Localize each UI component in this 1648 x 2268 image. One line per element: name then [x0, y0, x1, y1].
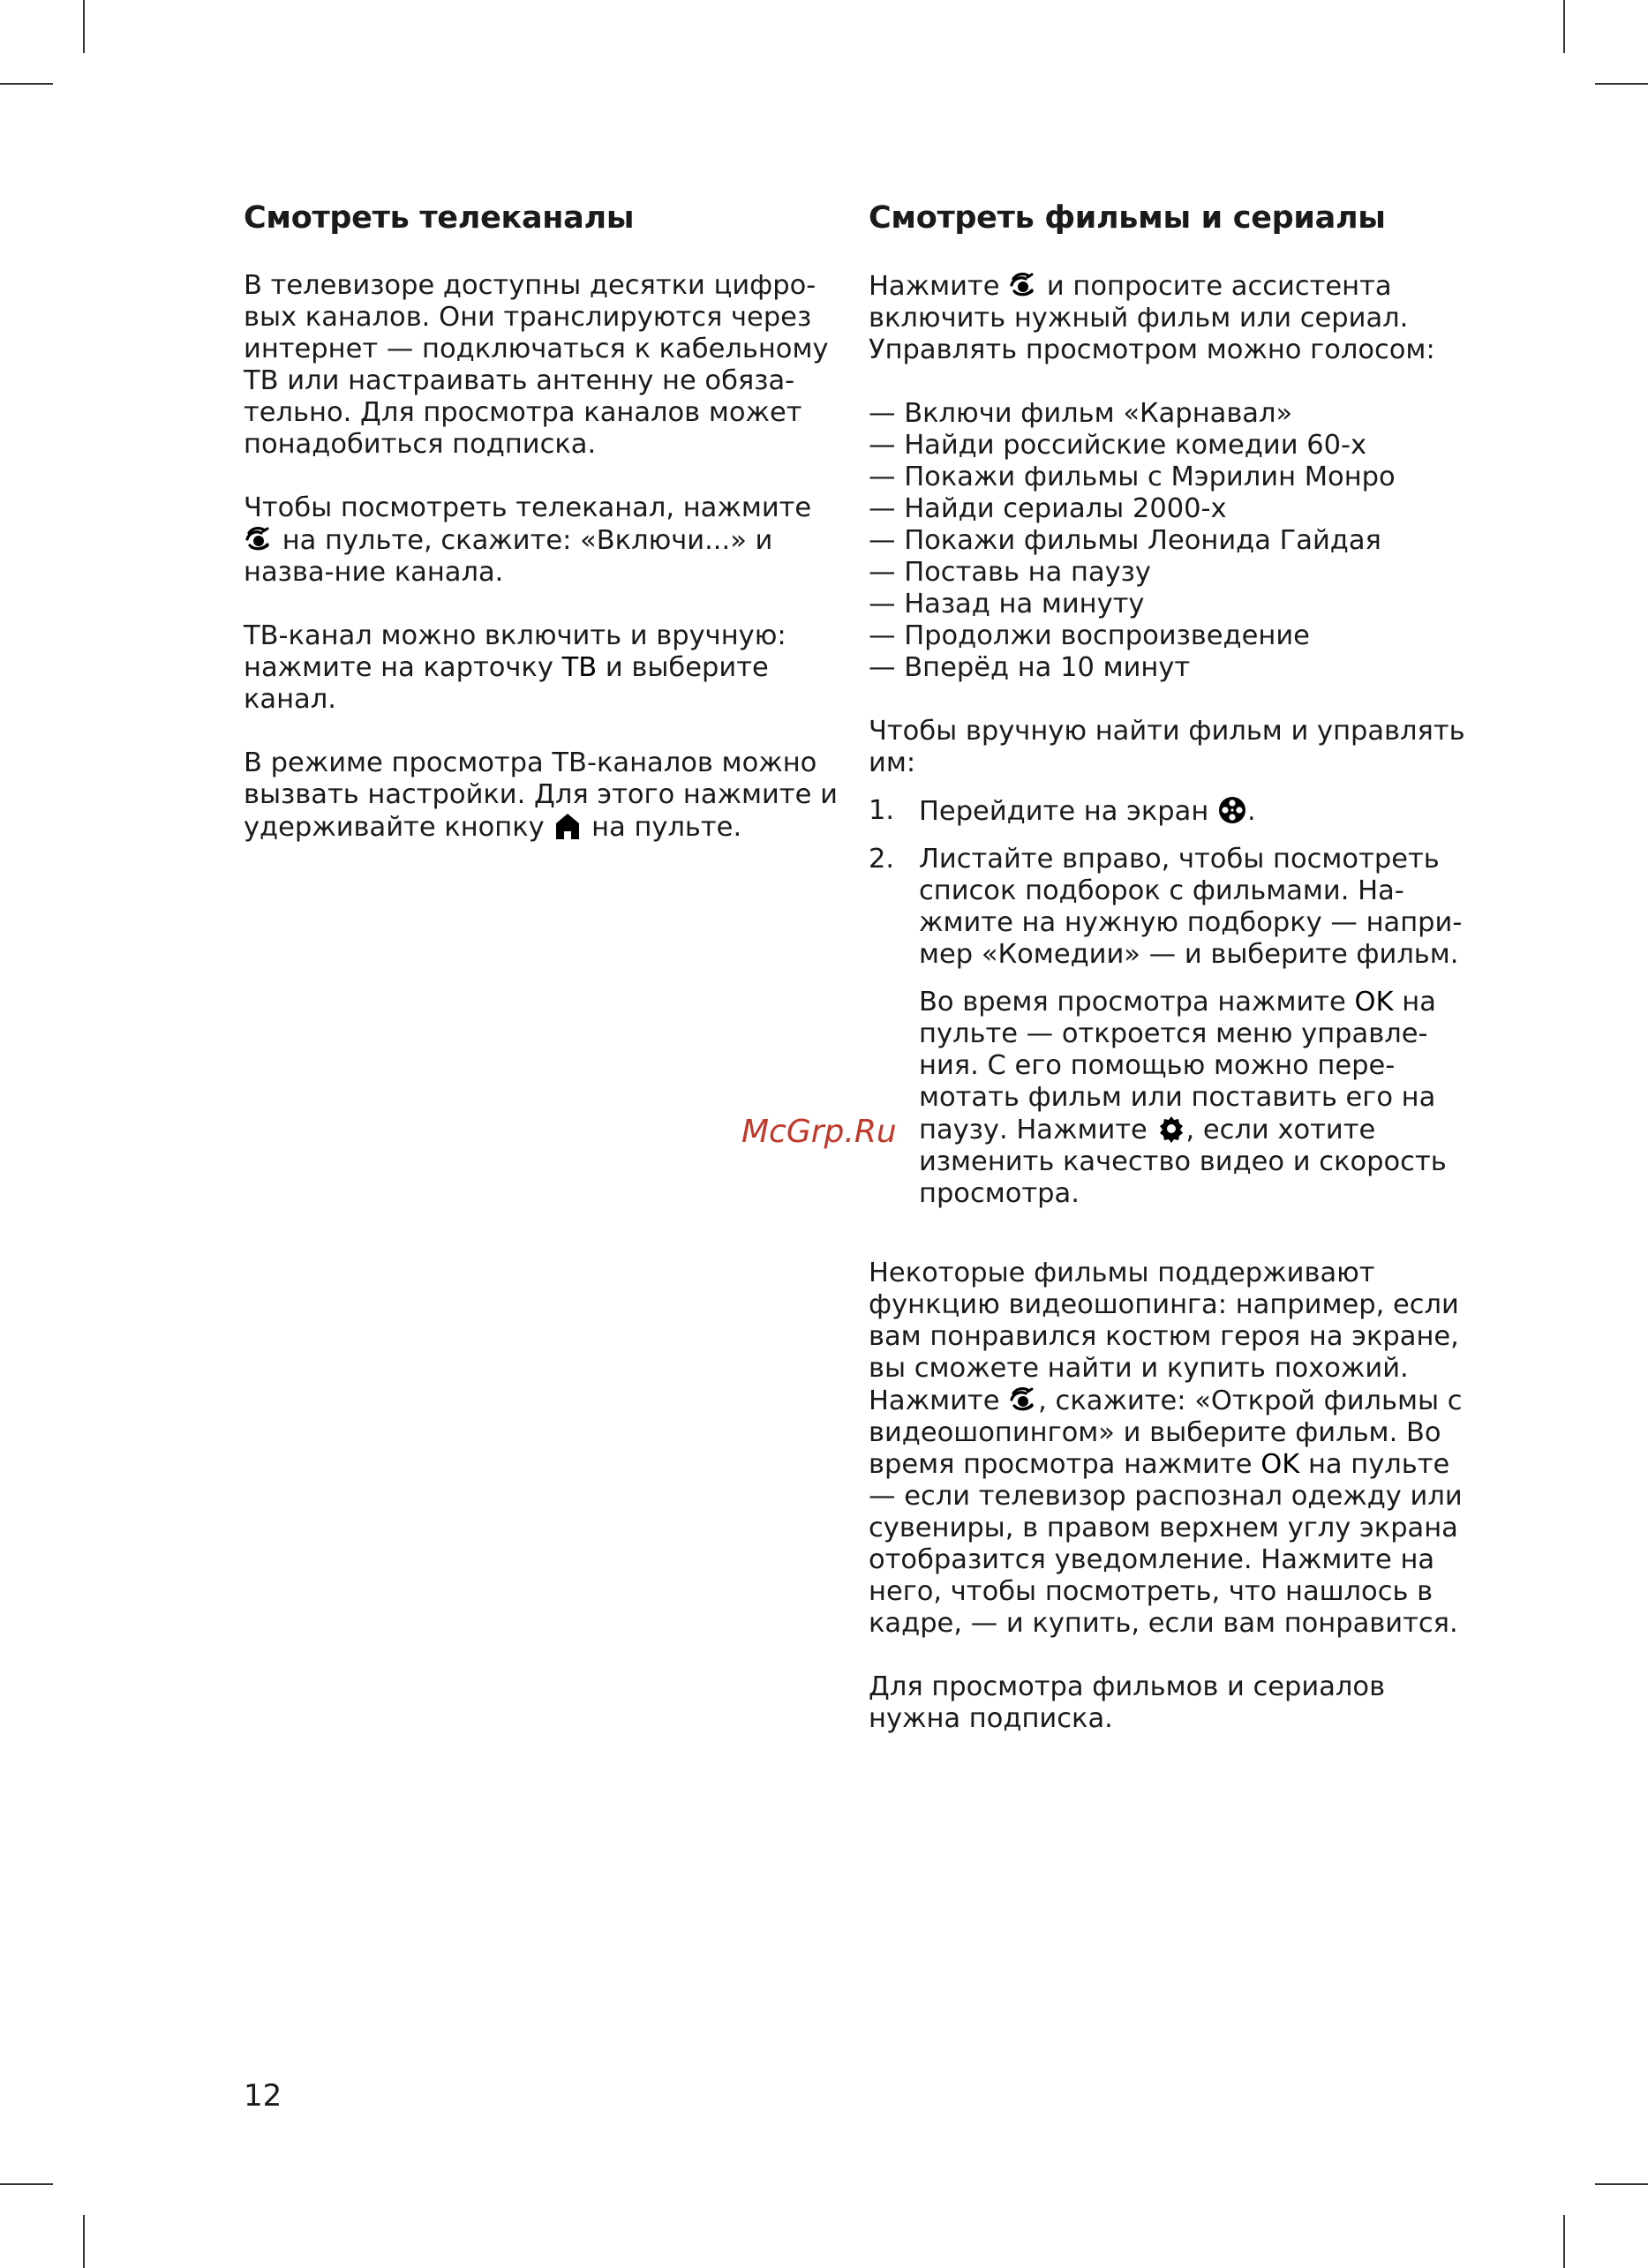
crop-mark — [1595, 83, 1648, 85]
paragraph — [244, 747, 844, 844]
text: , если хотите изменить качество видео и скорость просмотра. — [919, 1115, 1447, 1209]
text: на пульте. — [591, 812, 742, 843]
crop-mark — [1595, 2183, 1648, 2185]
text: , скажите: «Открой фильмы с видеошопингом» и выберите фильм. Во время просмотра нажмите — [869, 1386, 1463, 1480]
movies-section — [869, 199, 1469, 1767]
step-number: 2. — [869, 844, 895, 875]
text: на пульте — откроется меню управле-ния. С его помощью можно пере-мотать фильм или поставить его на паузу. Нажмите — [919, 987, 1436, 1145]
text: Во время просмотра нажмите — [919, 987, 1346, 1018]
paragraph: Чтобы вручную найти фильм и управлять им: — [869, 716, 1465, 778]
crop-mark — [0, 83, 53, 85]
text: . — [1246, 796, 1256, 827]
voice-commands-list — [869, 398, 1469, 684]
crop-mark — [83, 2215, 85, 2268]
paragraph: Для просмотра фильмов и сериалов нужна подписка. — [869, 1671, 1386, 1734]
text: Перейдите на экран — [919, 796, 1209, 827]
assistant-button-icon — [1008, 1385, 1038, 1415]
list-item: — Назад на минуту — [869, 589, 1469, 620]
list-item: — Вперёд на 10 минут — [869, 652, 1469, 684]
list-item: — Найди российские комедии 60-х — [869, 430, 1469, 462]
page-number: 12 — [244, 2078, 282, 2114]
list-item — [869, 795, 1469, 828]
text: Некоторые фильмы поддерживают функцию видеошопинга: например, если вам понравился костюм героя на экране, вы сможете найти и купить похожий. Нажмите — [869, 1258, 1459, 1416]
text: ТВ-канал можно включить и вручную: нажмите на карточку — [244, 620, 786, 683]
paragraph — [244, 620, 844, 716]
tv-card-label: ТВ — [561, 652, 598, 683]
assistant-button-icon — [244, 524, 274, 554]
tv-channels-section — [244, 199, 844, 875]
paragraph: В телевизоре доступны десятки цифро-вых каналов. Они транслируются через интернет — подключаться к кабельному ТВ или настраивать антенну не обяза-тельно. Для просмотра каналов может понадобиться подписка. — [244, 270, 829, 460]
text: и попросите ассистента включить нужный фильм или сериал. Управлять просмотром можно голосом: — [869, 271, 1435, 365]
paragraph — [869, 270, 1469, 366]
list-item: — Покажи фильмы с Мэрилин Монро — [869, 462, 1469, 493]
list-item: — Покажи фильмы Леонида Гайдая — [869, 525, 1469, 557]
text: Чтобы посмотреть телеканал, нажмите — [244, 492, 812, 523]
text: Листайте вправо, чтобы посмотреть список подборок с фильмами. На-жмите на нужную подборку — напри-мер «Комедии» — и выберите фильм. — [919, 844, 1463, 970]
crop-mark — [83, 0, 85, 53]
ok-button-label: OK — [1260, 1449, 1300, 1480]
list-item: — Поставь на паузу — [869, 557, 1469, 589]
list-item: — Найди сериалы 2000-х — [869, 493, 1469, 525]
gear-icon — [1156, 1114, 1186, 1144]
film-reel-icon — [1217, 795, 1247, 825]
text: на пульте, скажите: «Включи...» и назва-ние канала. — [244, 525, 773, 588]
list-item — [869, 844, 1469, 971]
crop-mark — [0, 2183, 53, 2185]
step-number: 1. — [869, 795, 895, 826]
assistant-button-icon — [1008, 270, 1038, 300]
paragraph — [869, 1258, 1469, 1640]
crop-mark — [1563, 2215, 1565, 2268]
manual-steps-list — [869, 795, 1469, 971]
text: Нажмите — [869, 271, 1000, 302]
paragraph — [919, 987, 1469, 1210]
list-item: — Включи фильм «Карнавал» — [869, 398, 1469, 430]
text: и выберите канал. — [244, 652, 769, 715]
section-heading: Смотреть телеканалы — [244, 200, 635, 236]
home-button-icon — [553, 811, 583, 841]
paragraph — [244, 492, 844, 589]
text: на пульте — если телевизор распознал одежду или сувениры, в правом верхнем углу экрана отобразится уведомление. Нажмите на него, чтобы посмотреть, что нашлось в кадре, — и купить, если вам понравится. — [869, 1449, 1463, 1639]
watermark: McGrp.Ru — [741, 1114, 897, 1150]
text: В режиме просмотра ТВ-каналов можно вызвать настройки. Для этого нажмите и удерживайте кнопку — [244, 747, 838, 843]
section-heading: Смотреть фильмы и сериалы — [869, 200, 1386, 236]
crop-mark — [1563, 0, 1565, 53]
ok-button-label: OK — [1354, 987, 1394, 1018]
list-item: — Продолжи воспроизведение — [869, 620, 1469, 652]
